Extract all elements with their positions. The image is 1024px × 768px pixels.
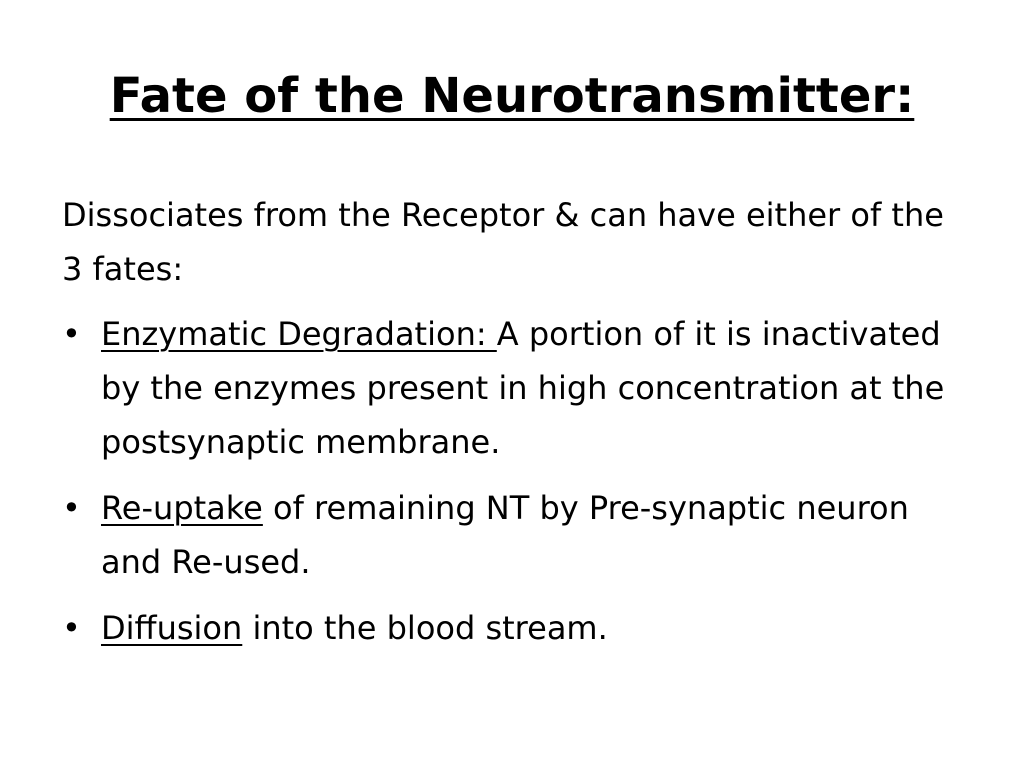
slide-title-text: Fate of the Neurotransmitter: <box>109 68 915 124</box>
bullet-list <box>62 307 962 655</box>
bullet-dot-icon: • <box>62 315 81 353</box>
slide-title <box>0 64 1024 128</box>
bullet-text: of remaining NT by Pre-synaptic neuron and Re-used. <box>101 489 909 581</box>
bullet-item-re-uptake <box>62 481 962 589</box>
bullet-term: Enzymatic Degradation: <box>101 315 497 353</box>
bullet-item-diffusion <box>62 601 962 655</box>
bullet-term: Diffusion <box>101 609 243 647</box>
bullet-item-enzymatic-degradation <box>62 307 962 469</box>
bullet-term: Re-uptake <box>101 489 263 527</box>
bullet-text: into the blood stream. <box>242 609 608 647</box>
bullet-text: A portion of it is inactivated by the enzymes present in high concentration at the postsynaptic membrane. <box>101 315 945 461</box>
slide-body <box>62 188 962 667</box>
bullet-dot-icon: • <box>62 609 81 647</box>
bullet-dot-icon: • <box>62 489 81 527</box>
intro-text: Dissociates from the Receptor & can have either of the 3 fates: <box>62 196 944 288</box>
